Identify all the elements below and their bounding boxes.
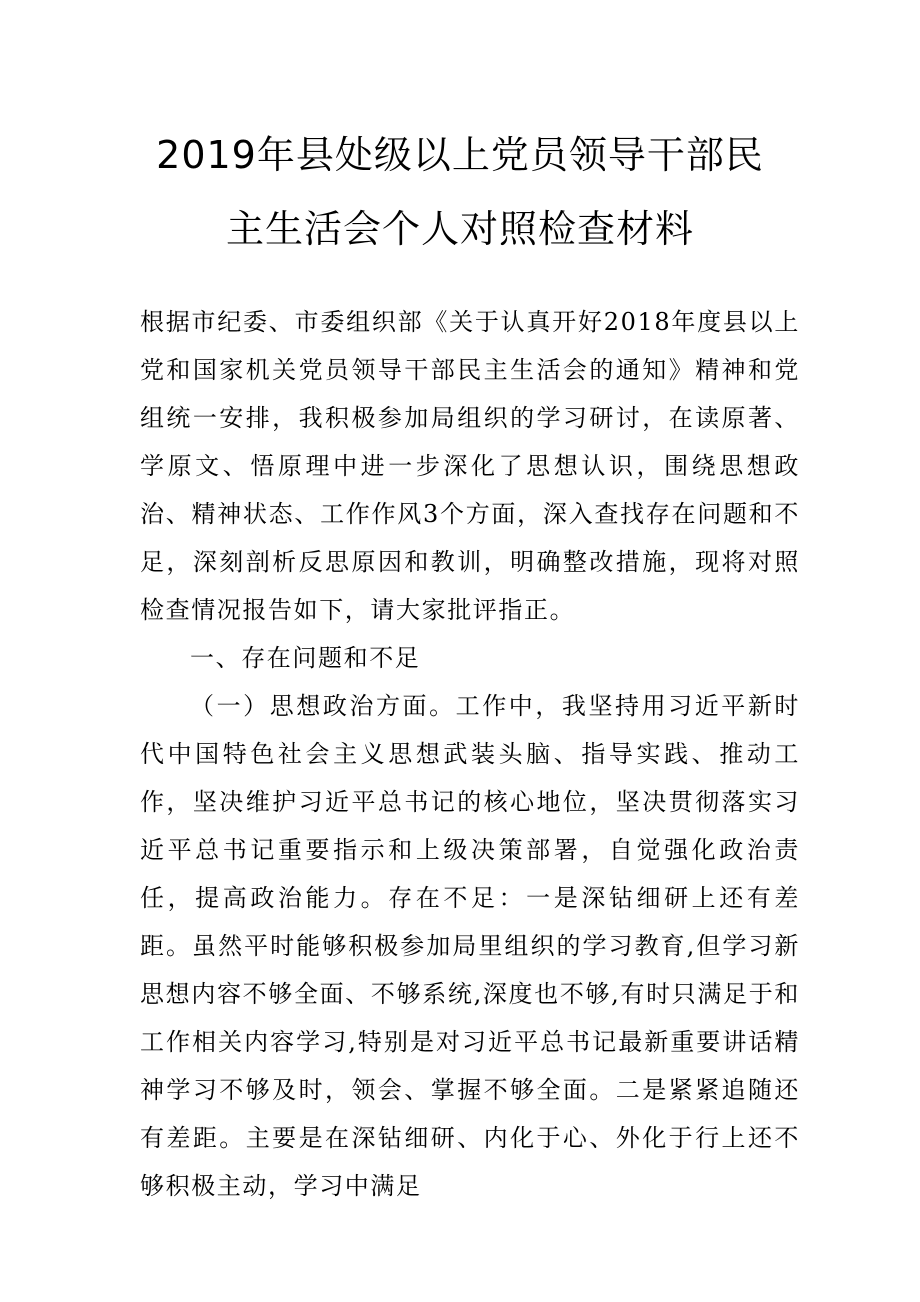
title-line-1: 2019年县处级以上党员领导干部民 (156, 133, 764, 177)
document-body (140, 298, 800, 1210)
section-heading-1: 一、存在问题和不足 (190, 644, 421, 672)
document-title (60, 118, 860, 266)
title-line-2: 主生活会个人对照检查材料 (225, 207, 694, 251)
paragraph-political: （一）思想政治方面。工作中，我坚持用习近平新时代中国特色社会主义思想武装头脑、指导实践、推动工作，坚决维护习近平总书记的核心地位，坚决贯彻落实习近平总书记重要指示和上级决策部署，自觉强化政治责任，提高政治能力。存在不足：一是深钻细研上还有差距。虽然平时能够积极参加局里组织的学习教育,但学习新思想内容不够全面、不够系统,深度也不够,有时只满足于和工作相关内容学习,特别是对习近平总书记最新重要讲话精神学习不够及时，领会、掌握不够全面。二是紧紧追随还有差距。主要是在深钻细研、内化于心、外化于行上还不够积极主动，学习中满足 (140, 692, 800, 1200)
paragraph-intro: 根据市纪委、市委组织部《关于认真开好2018年度县以上党和国家机关党员领导干部民主生活会的通知》精神和党组统一安排，我积极参加局组织的学习研讨，在读原著、学原文、悟原理中进一步深化了思想认识，围绕思想政治、精神状态、工作作风3个方面，深入查找存在问题和不足，深刻剖析反思原因和教训，明确整改措施，现将对照检查情况报告如下，请大家批评指正。 (140, 308, 800, 624)
